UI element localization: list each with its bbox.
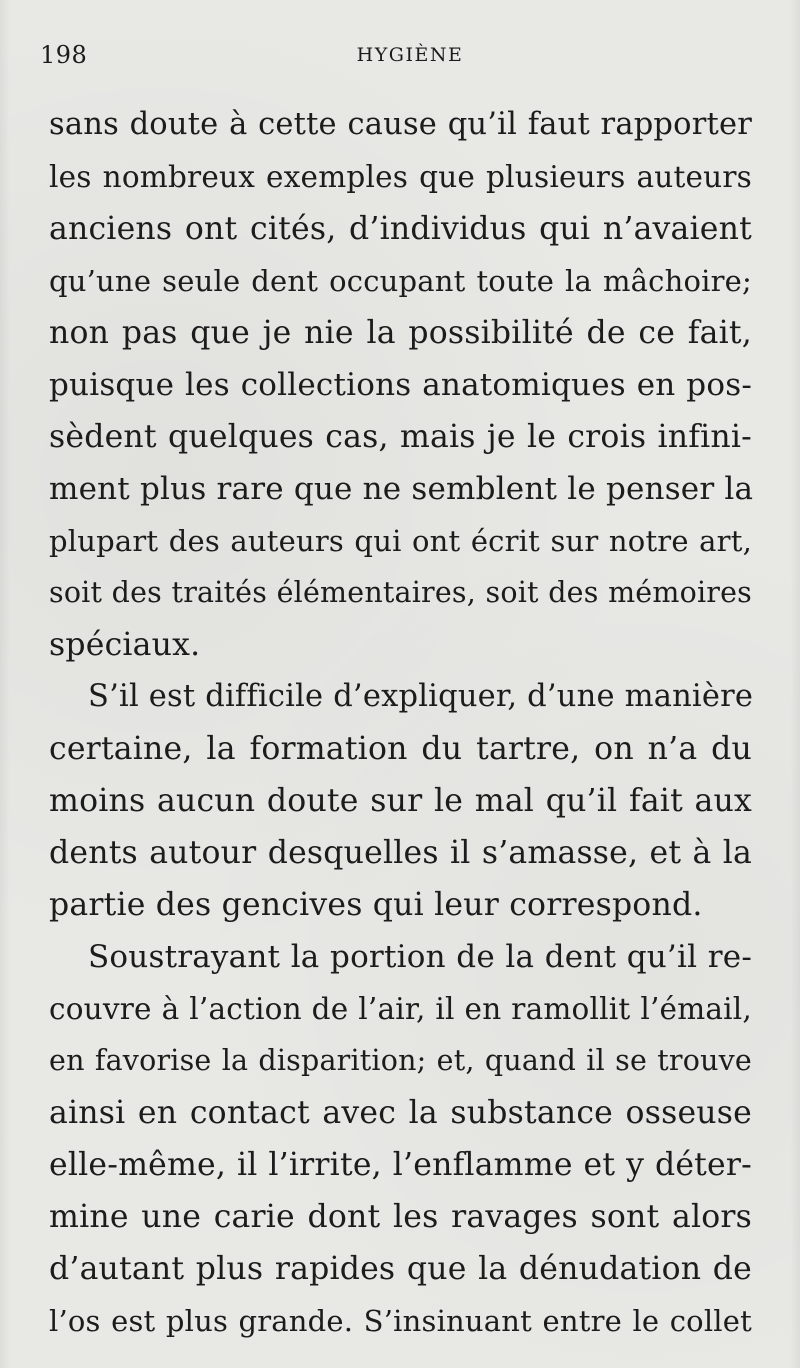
text-line: dents autour desquelles il s’amasse, et à la (49, 835, 752, 871)
body-text (49, 99, 752, 1347)
text-line: d’autant plus rapides que la dénudation de (49, 1251, 752, 1287)
text-line: certaine, la formation du tartre, on n’a du (49, 731, 752, 767)
paragraph-last-line: partie des gencives qui leur correspond. (49, 887, 703, 923)
text-line: mine une carie dont les ravages sont alors (49, 1199, 752, 1235)
page-number: 198 (40, 41, 88, 69)
paragraph-first-line: Soustrayant la portion de la dent qu’il re- (88, 939, 752, 975)
text-line: les nombreux exemples que plusieurs auteurs (49, 160, 752, 194)
text-line: elle-même, il l’irrite, l’enflamme et y déter- (49, 1147, 752, 1183)
text-line: ment plus rare que ne semblent le penser la (49, 471, 754, 507)
text-line: soit des traités élémentaires, soit des mémoires (49, 576, 752, 609)
text-line: l’os est plus grande. S’insinuant entre le collet (49, 1304, 752, 1338)
text-line: couvre à l’action de l’air, il en ramollit l’émail, (49, 992, 752, 1026)
running-title: HYGIÈNE (356, 44, 464, 66)
text-line: ainsi en contact avec la substance osseuse (49, 1095, 752, 1131)
text-line: plupart des auteurs qui ont écrit sur notre art, (49, 524, 752, 558)
paragraph-last-line: spéciaux. (49, 627, 201, 663)
text-line: non pas que je nie la possibilité de ce fait, (49, 315, 752, 351)
text-line: sèdent quelques cas, mais je le crois infini- (49, 419, 752, 455)
running-head (40, 40, 754, 70)
text-line: en favorise la disparition; et, quand il se trouve (49, 1044, 752, 1077)
text-line: moins aucun doute sur le mal qu’il fait aux (49, 783, 752, 819)
text-line: sans doute à cette cause qu’il faut rapporter (49, 107, 752, 142)
paragraph-first-line: S’il est difficile d’expliquer, d’une manière (88, 679, 754, 714)
text-line: anciens ont cités, d’individus qui n’avaient (49, 211, 752, 247)
text-line: puisque les collections anatomiques en pos- (49, 367, 752, 403)
text-line: qu’une seule dent occupant toute la mâchoire; (49, 264, 752, 298)
